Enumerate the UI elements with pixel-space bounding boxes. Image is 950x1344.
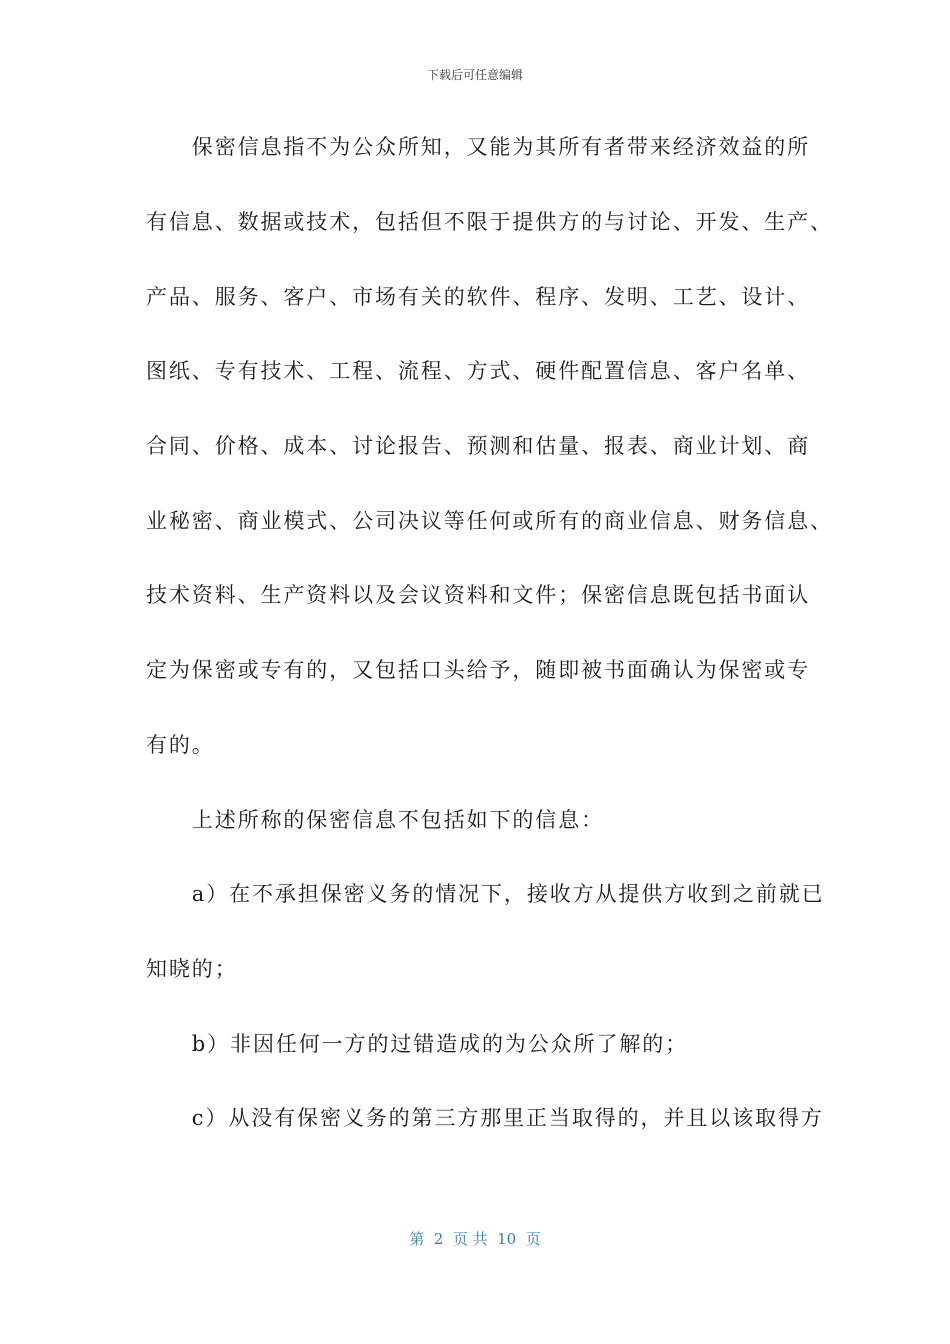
text-line: c）从没有保密义务的第三方那里正当取得的，并且以该取得方 <box>146 1106 824 1130</box>
text-line: b）非因任何一方的过错造成的为公众所了解的； <box>146 1032 689 1056</box>
page-number-footer: 第 2 页 共 10 页 <box>409 1230 541 1248</box>
text-line: 业秘密、商业模式、公司决议等任何或所有的商业信息、财务信息、 <box>146 509 833 533</box>
text-line: 上述所称的保密信息不包括如下的信息： <box>146 808 604 832</box>
text-line: a）在不承担保密义务的情况下，接收方从提供方收到之前就已 <box>146 882 825 906</box>
header-note: 下载后可任意编辑 <box>426 68 523 82</box>
text-line: 有信息、数据或技术，包括但不限于提供方的与讨论、开发、生产、 <box>146 210 833 234</box>
text-line: 定为保密或专有的，又包括口头给予，随即被书面确认为保密或专 <box>146 658 811 682</box>
text-line: 合同、价格、成本、讨论报告、预测和估量、报表、商业计划、商 <box>146 434 811 458</box>
text-line: 产品、服务、客户、市场有关的软件、程序、发明、工艺、设计、 <box>146 285 811 309</box>
text-line: 知晓的； <box>146 957 238 981</box>
text-line: 图纸、专有技术、工程、流程、方式、硬件配置信息、客户名单、 <box>146 359 811 383</box>
text-line: 保密信息指不为公众所知，又能为其所有者带来经济效益的所 <box>146 135 811 159</box>
text-line: 技术资料、生产资料以及会议资料和文件；保密信息既包括书面认 <box>146 583 811 607</box>
text-line: 有的。 <box>146 733 215 757</box>
